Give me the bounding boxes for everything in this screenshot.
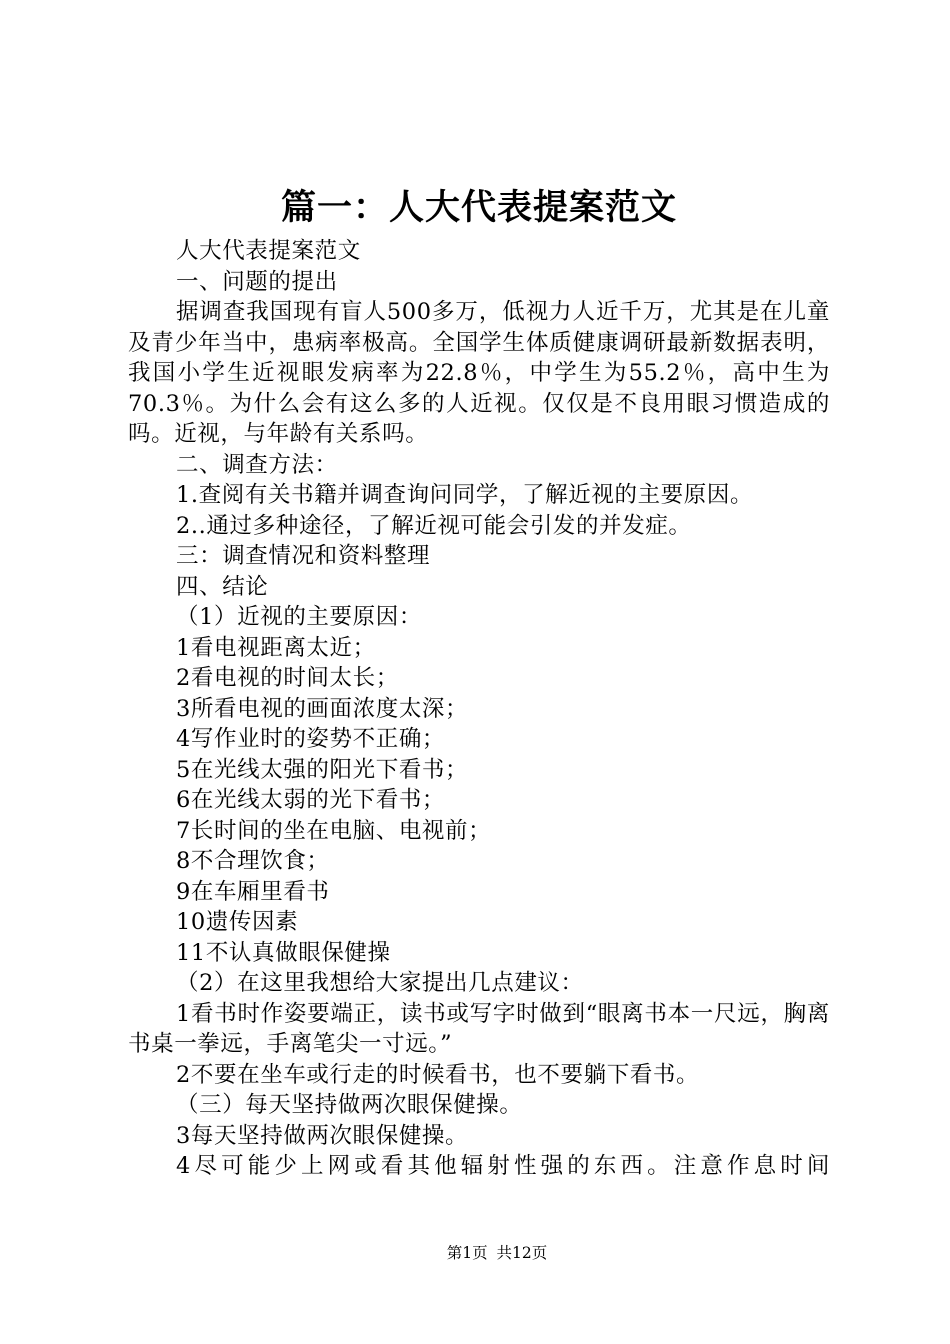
list-item: 2..通过多种途径，了解近视可能会引发的并发症。 <box>176 512 692 539</box>
page-total: 共12页 <box>496 1244 548 1262</box>
list-item: 5在光线太强的阳光下看书； <box>176 756 469 783</box>
heading-conclusion: 四、结论 <box>176 573 269 600</box>
paragraph-problem-text: 据调查我国现有盲人500多万，低视力人近千万，尤其是在儿童及青少年当中，患病率极高。全国学生体质健康调研最新数据表明，我国小学生近视眼发病率为22.8％，中学生为55.2％，高中生为70.3％。为什么会有这么多的人近视。仅仅是不良用眼习惯造成的吗。近视，与年龄有关系吗。 <box>128 299 830 447</box>
list-item: 9在车厢里看书 <box>176 878 330 905</box>
heading-survey: 三：调查情况和资料整理 <box>176 543 431 569</box>
list-item: 3每天坚持做两次眼保健操。 <box>176 1122 469 1149</box>
list-item: 8不合理饮食； <box>176 848 330 874</box>
subheading-suggestions: （2）在这里我想给大家提出几点建议： <box>176 970 584 996</box>
document-body <box>128 236 830 1182</box>
list-item: 4尽可能少上网或看其他辐射性强的东西。注意作息时间 <box>176 1153 830 1179</box>
page-footer <box>0 1243 950 1263</box>
heading-method: 二、调查方法： <box>176 451 338 478</box>
list-item: 11不认真做眼保健操 <box>176 939 391 966</box>
list-item: 4写作业时的姿势不正确； <box>176 726 446 752</box>
heading-problem: 一、问题的提出 <box>176 268 338 295</box>
list-item: 2看电视的时间太长； <box>176 665 399 691</box>
list-item: 7长时间的坐在电脑、电视前； <box>176 817 492 844</box>
page-number: 第1页 <box>446 1244 488 1262</box>
document-title: 篇一：人大代表提案范文 <box>280 187 677 228</box>
list-item: 10遗传因素 <box>176 909 299 935</box>
list-item: 1看电视距离太近； <box>176 634 376 661</box>
paragraph-subtitle: 人大代表提案范文 <box>176 238 361 264</box>
list-item: 3所看电视的画面浓度太深； <box>176 695 469 722</box>
list-item: 1看书时作姿要端正，读书或写字时做到“眼离书本一尺远，胸离书桌一拳远，手离笔尖一寸远。” <box>128 1000 830 1057</box>
list-item: 2不要在坐车或行走的时候看书，也不要躺下看书。 <box>176 1061 700 1088</box>
subheading-causes: （1）近视的主要原因： <box>176 604 422 630</box>
list-item: 6在光线太弱的光下看书； <box>176 787 446 813</box>
list-item: 1.查阅有关书籍并调查询问同学，了解近视的主要原因。 <box>176 482 754 508</box>
list-item: （三）每天坚持做两次眼保健操。 <box>176 1092 523 1118</box>
